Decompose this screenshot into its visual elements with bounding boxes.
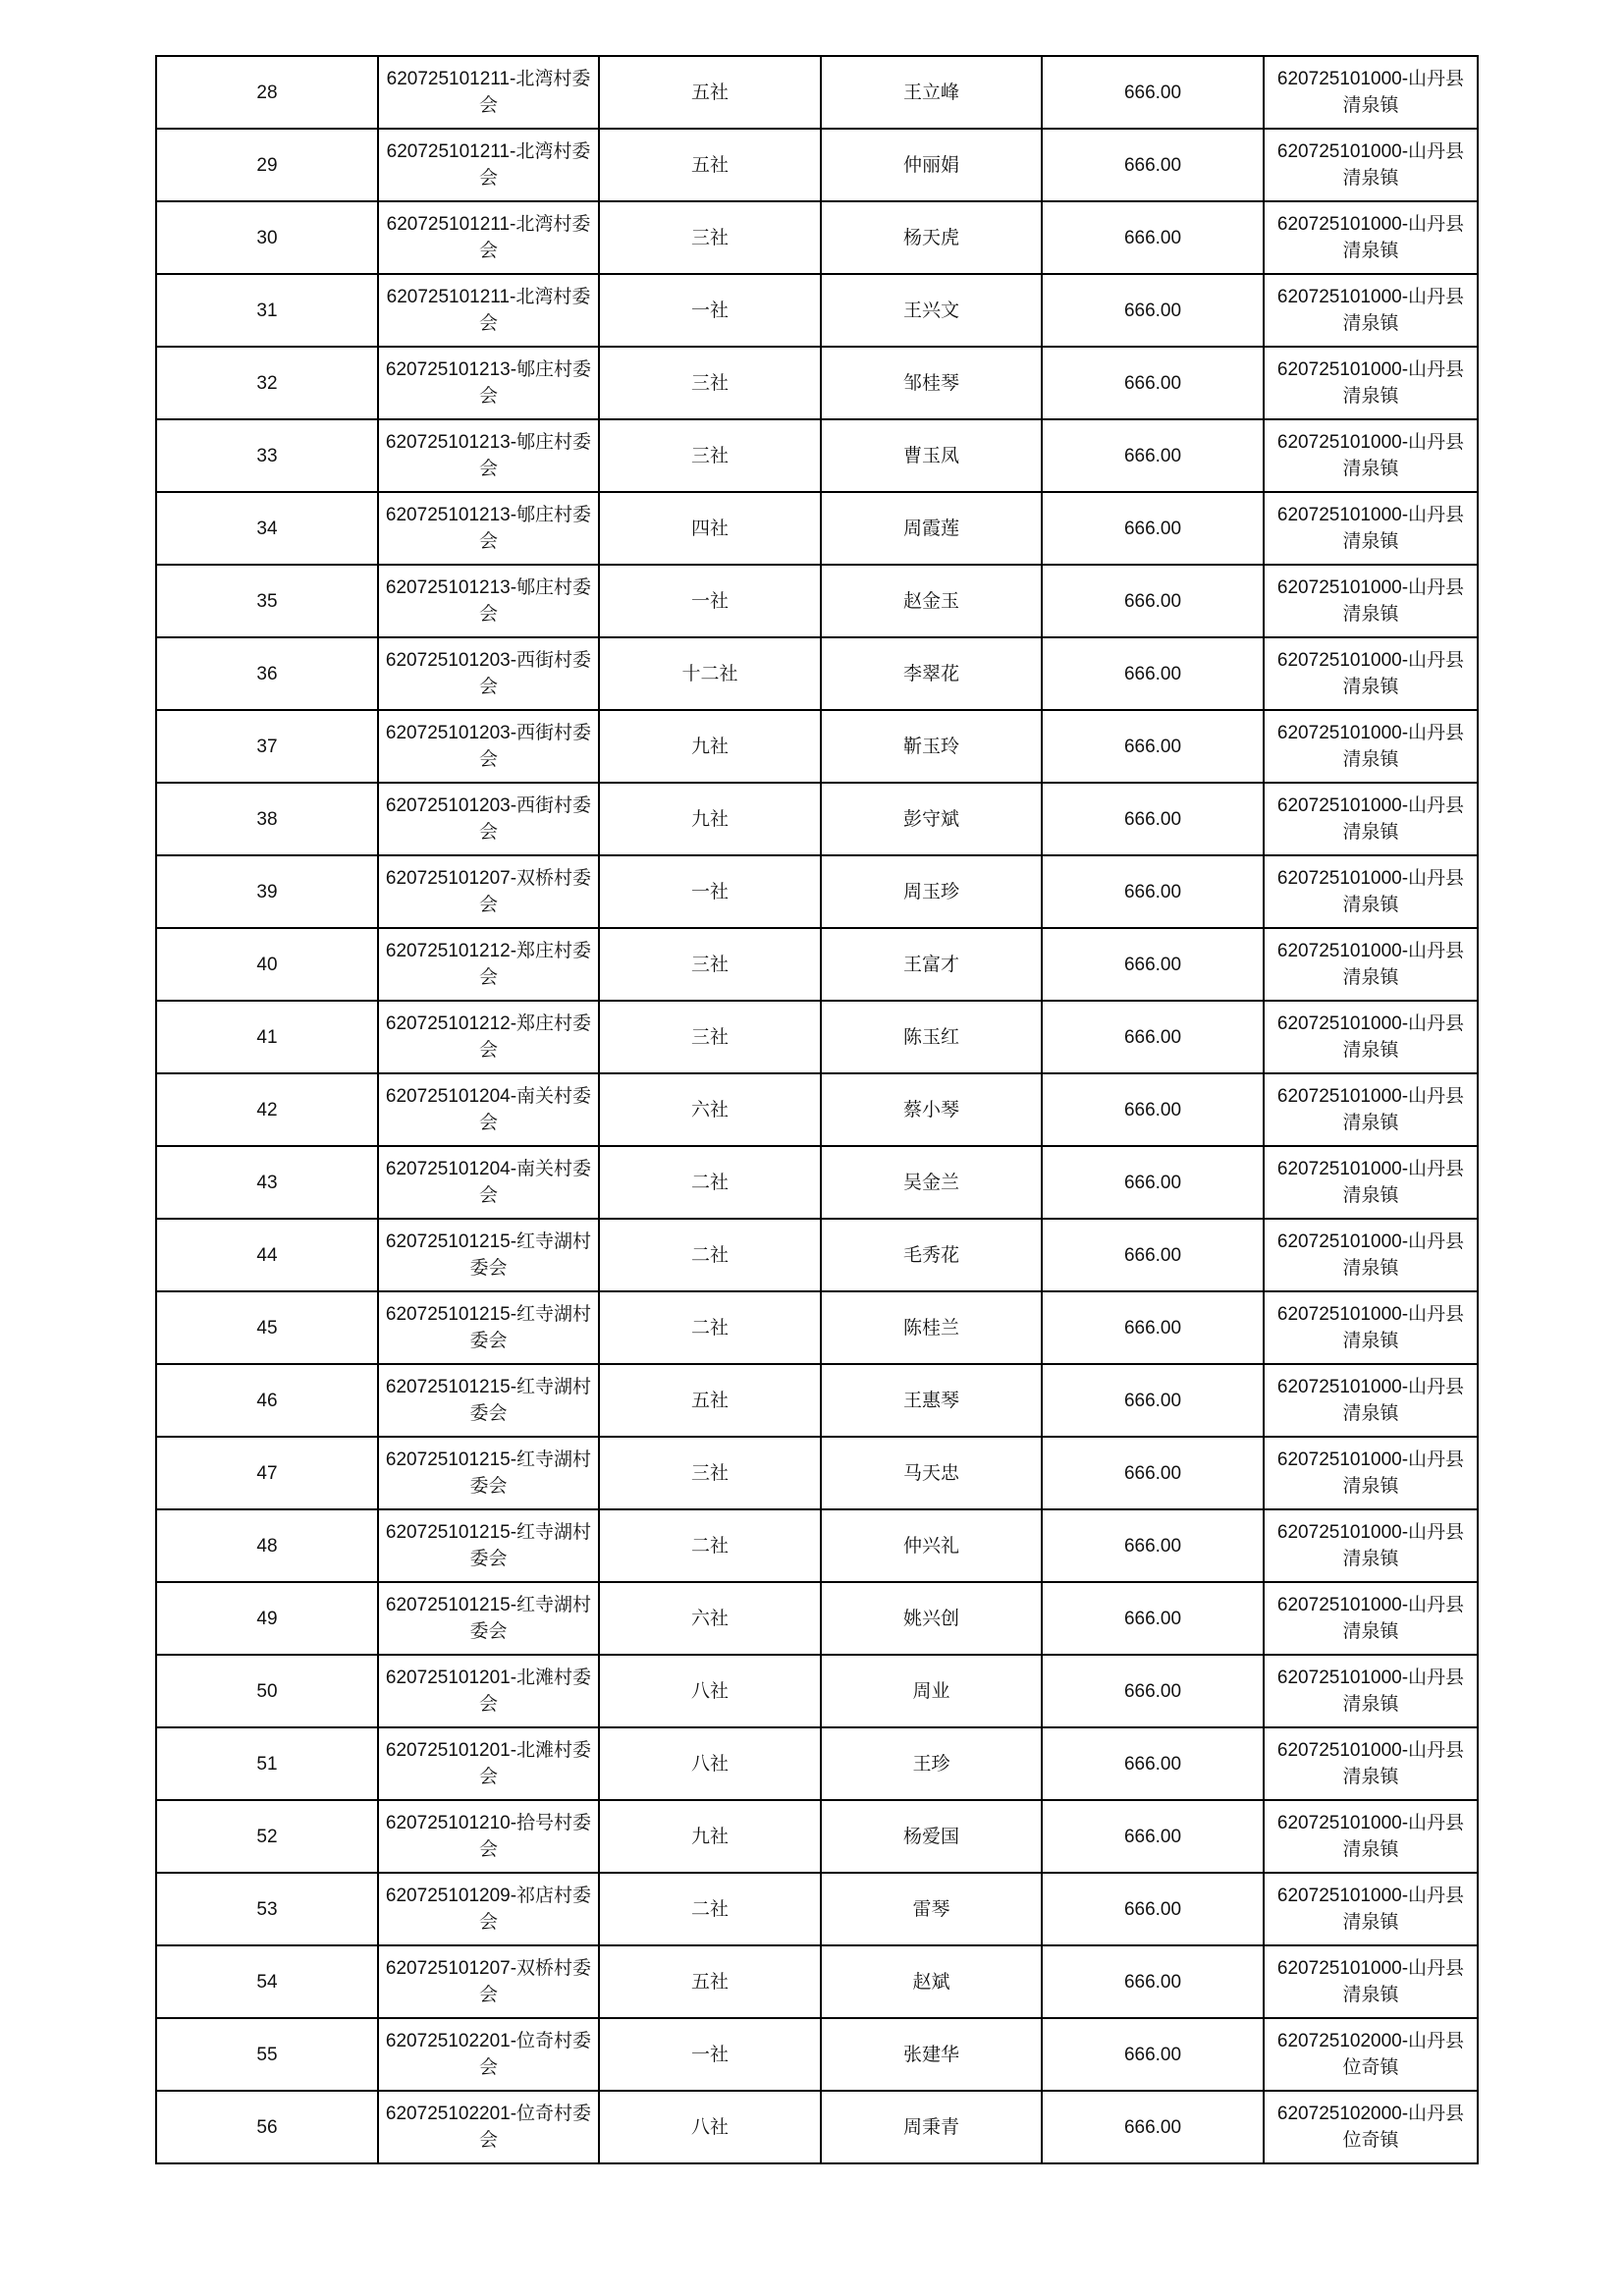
cell-group: 一社 — [599, 274, 821, 347]
cell-amount: 666.00 — [1042, 2091, 1264, 2163]
cell-group: 三社 — [599, 347, 821, 419]
cell-seq: 34 — [156, 492, 378, 565]
cell-amount: 666.00 — [1042, 1219, 1264, 1291]
cell-amount: 666.00 — [1042, 1073, 1264, 1146]
cell-town: 620725102000-山丹县位奇镇 — [1264, 2018, 1478, 2091]
cell-village: 620725102201-位奇村委会 — [378, 2091, 599, 2163]
cell-amount: 666.00 — [1042, 710, 1264, 783]
table-row — [156, 274, 1478, 347]
cell-amount: 666.00 — [1042, 2018, 1264, 2091]
table-row — [156, 419, 1478, 492]
cell-group: 二社 — [599, 1509, 821, 1582]
table-row — [156, 129, 1478, 201]
cell-name: 李翠花 — [821, 637, 1042, 710]
cell-amount: 666.00 — [1042, 637, 1264, 710]
cell-group: 四社 — [599, 492, 821, 565]
cell-seq: 47 — [156, 1437, 378, 1509]
table-row — [156, 492, 1478, 565]
cell-seq: 35 — [156, 565, 378, 637]
cell-group: 八社 — [599, 1727, 821, 1800]
cell-seq: 30 — [156, 201, 378, 274]
cell-village: 620725101215-红寺湖村委会 — [378, 1364, 599, 1437]
cell-name: 毛秀花 — [821, 1219, 1042, 1291]
cell-seq: 45 — [156, 1291, 378, 1364]
cell-seq: 31 — [156, 274, 378, 347]
cell-amount: 666.00 — [1042, 1655, 1264, 1727]
cell-village: 620725101203-西街村委会 — [378, 637, 599, 710]
cell-amount: 666.00 — [1042, 1437, 1264, 1509]
cell-name: 王珍 — [821, 1727, 1042, 1800]
table-row — [156, 2018, 1478, 2091]
table-row — [156, 347, 1478, 419]
cell-name: 王兴文 — [821, 274, 1042, 347]
cell-name: 周业 — [821, 1655, 1042, 1727]
cell-name: 靳玉玲 — [821, 710, 1042, 783]
cell-name: 王惠琴 — [821, 1364, 1042, 1437]
cell-village: 620725101204-南关村委会 — [378, 1073, 599, 1146]
cell-village: 620725101211-北湾村委会 — [378, 129, 599, 201]
cell-name: 赵金玉 — [821, 565, 1042, 637]
cell-town: 620725101000-山丹县清泉镇 — [1264, 1219, 1478, 1291]
cell-town: 620725101000-山丹县清泉镇 — [1264, 347, 1478, 419]
cell-name: 杨天虎 — [821, 201, 1042, 274]
cell-seq: 51 — [156, 1727, 378, 1800]
cell-amount: 666.00 — [1042, 783, 1264, 855]
cell-group: 二社 — [599, 1219, 821, 1291]
cell-town: 620725102000-山丹县位奇镇 — [1264, 2091, 1478, 2163]
cell-town: 620725101000-山丹县清泉镇 — [1264, 1873, 1478, 1945]
table-row — [156, 855, 1478, 928]
cell-village: 620725102201-位奇村委会 — [378, 2018, 599, 2091]
cell-village: 620725101213-郇庄村委会 — [378, 492, 599, 565]
cell-group: 九社 — [599, 783, 821, 855]
cell-seq: 46 — [156, 1364, 378, 1437]
cell-town: 620725101000-山丹县清泉镇 — [1264, 1655, 1478, 1727]
cell-name: 陈玉红 — [821, 1001, 1042, 1073]
cell-village: 620725101215-红寺湖村委会 — [378, 1509, 599, 1582]
cell-group: 三社 — [599, 1437, 821, 1509]
cell-seq: 44 — [156, 1219, 378, 1291]
cell-village: 620725101203-西街村委会 — [378, 710, 599, 783]
cell-town: 620725101000-山丹县清泉镇 — [1264, 1945, 1478, 2018]
cell-village: 620725101203-西街村委会 — [378, 783, 599, 855]
cell-name: 周霞莲 — [821, 492, 1042, 565]
cell-seq: 40 — [156, 928, 378, 1001]
cell-name: 杨爱国 — [821, 1800, 1042, 1873]
cell-town: 620725101000-山丹县清泉镇 — [1264, 274, 1478, 347]
cell-village: 620725101215-红寺湖村委会 — [378, 1291, 599, 1364]
cell-seq: 32 — [156, 347, 378, 419]
cell-name: 周玉珍 — [821, 855, 1042, 928]
cell-group: 六社 — [599, 1073, 821, 1146]
cell-village: 620725101211-北湾村委会 — [378, 56, 599, 129]
cell-town: 620725101000-山丹县清泉镇 — [1264, 1364, 1478, 1437]
cell-seq: 55 — [156, 2018, 378, 2091]
cell-town: 620725101000-山丹县清泉镇 — [1264, 1146, 1478, 1219]
cell-town: 620725101000-山丹县清泉镇 — [1264, 1437, 1478, 1509]
cell-seq: 49 — [156, 1582, 378, 1655]
cell-village: 620725101210-拾号村委会 — [378, 1800, 599, 1873]
cell-group: 二社 — [599, 1146, 821, 1219]
cell-town: 620725101000-山丹县清泉镇 — [1264, 1800, 1478, 1873]
cell-seq: 38 — [156, 783, 378, 855]
table-row — [156, 637, 1478, 710]
cell-group: 六社 — [599, 1582, 821, 1655]
cell-group: 五社 — [599, 1364, 821, 1437]
cell-town: 620725101000-山丹县清泉镇 — [1264, 1509, 1478, 1582]
cell-amount: 666.00 — [1042, 565, 1264, 637]
table-row — [156, 1364, 1478, 1437]
table-row — [156, 1800, 1478, 1873]
cell-village: 620725101207-双桥村委会 — [378, 855, 599, 928]
cell-amount: 666.00 — [1042, 419, 1264, 492]
cell-amount: 666.00 — [1042, 1509, 1264, 1582]
cell-town: 620725101000-山丹县清泉镇 — [1264, 201, 1478, 274]
table-row — [156, 1219, 1478, 1291]
cell-seq: 33 — [156, 419, 378, 492]
table-row — [156, 565, 1478, 637]
cell-seq: 43 — [156, 1146, 378, 1219]
cell-village: 620725101209-祁店村委会 — [378, 1873, 599, 1945]
cell-village: 620725101215-红寺湖村委会 — [378, 1219, 599, 1291]
cell-name: 周秉青 — [821, 2091, 1042, 2163]
cell-town: 620725101000-山丹县清泉镇 — [1264, 1001, 1478, 1073]
table-row — [156, 1945, 1478, 2018]
table-row — [156, 1509, 1478, 1582]
cell-name: 王富才 — [821, 928, 1042, 1001]
table-row — [156, 56, 1478, 129]
cell-amount: 666.00 — [1042, 1146, 1264, 1219]
cell-seq: 56 — [156, 2091, 378, 2163]
cell-village: 620725101215-红寺湖村委会 — [378, 1437, 599, 1509]
table-row — [156, 1727, 1478, 1800]
cell-seq: 54 — [156, 1945, 378, 2018]
table-body — [156, 56, 1478, 2163]
cell-town: 620725101000-山丹县清泉镇 — [1264, 419, 1478, 492]
table-row — [156, 783, 1478, 855]
cell-amount: 666.00 — [1042, 1800, 1264, 1873]
cell-village: 620725101201-北滩村委会 — [378, 1655, 599, 1727]
cell-group: 五社 — [599, 129, 821, 201]
table-row — [156, 201, 1478, 274]
cell-village: 620725101213-郇庄村委会 — [378, 565, 599, 637]
cell-seq: 36 — [156, 637, 378, 710]
cell-name: 蔡小琴 — [821, 1073, 1042, 1146]
table-row — [156, 928, 1478, 1001]
cell-village: 620725101211-北湾村委会 — [378, 201, 599, 274]
cell-village: 620725101212-郑庄村委会 — [378, 1001, 599, 1073]
cell-group: 三社 — [599, 1001, 821, 1073]
cell-amount: 666.00 — [1042, 129, 1264, 201]
table-row — [156, 1001, 1478, 1073]
cell-village: 620725101213-郇庄村委会 — [378, 419, 599, 492]
cell-amount: 666.00 — [1042, 1945, 1264, 2018]
cell-amount: 666.00 — [1042, 1873, 1264, 1945]
cell-name: 赵斌 — [821, 1945, 1042, 2018]
cell-seq: 42 — [156, 1073, 378, 1146]
table-row — [156, 1582, 1478, 1655]
cell-amount: 666.00 — [1042, 1582, 1264, 1655]
cell-village: 620725101204-南关村委会 — [378, 1146, 599, 1219]
beneficiary-table — [155, 55, 1479, 2164]
table-row — [156, 1437, 1478, 1509]
cell-town: 620725101000-山丹县清泉镇 — [1264, 1073, 1478, 1146]
cell-amount: 666.00 — [1042, 347, 1264, 419]
cell-town: 620725101000-山丹县清泉镇 — [1264, 710, 1478, 783]
table-row — [156, 1073, 1478, 1146]
cell-amount: 666.00 — [1042, 56, 1264, 129]
cell-seq: 50 — [156, 1655, 378, 1727]
cell-seq: 28 — [156, 56, 378, 129]
cell-village: 620725101201-北滩村委会 — [378, 1727, 599, 1800]
cell-town: 620725101000-山丹县清泉镇 — [1264, 129, 1478, 201]
cell-name: 姚兴创 — [821, 1582, 1042, 1655]
cell-town: 620725101000-山丹县清泉镇 — [1264, 928, 1478, 1001]
cell-name: 仲兴礼 — [821, 1509, 1042, 1582]
cell-group: 二社 — [599, 1873, 821, 1945]
cell-name: 邹桂琴 — [821, 347, 1042, 419]
cell-village: 620725101212-郑庄村委会 — [378, 928, 599, 1001]
cell-name: 张建华 — [821, 2018, 1042, 2091]
cell-town: 620725101000-山丹县清泉镇 — [1264, 565, 1478, 637]
cell-town: 620725101000-山丹县清泉镇 — [1264, 783, 1478, 855]
cell-group: 一社 — [599, 2018, 821, 2091]
cell-seq: 29 — [156, 129, 378, 201]
cell-name: 雷琴 — [821, 1873, 1042, 1945]
cell-name: 彭守斌 — [821, 783, 1042, 855]
cell-group: 三社 — [599, 419, 821, 492]
cell-name: 吴金兰 — [821, 1146, 1042, 1219]
cell-group: 十二社 — [599, 637, 821, 710]
cell-village: 620725101213-郇庄村委会 — [378, 347, 599, 419]
cell-amount: 666.00 — [1042, 1001, 1264, 1073]
cell-seq: 48 — [156, 1509, 378, 1582]
cell-town: 620725101000-山丹县清泉镇 — [1264, 637, 1478, 710]
cell-seq: 41 — [156, 1001, 378, 1073]
cell-town: 620725101000-山丹县清泉镇 — [1264, 855, 1478, 928]
table-row — [156, 1146, 1478, 1219]
table-row — [156, 710, 1478, 783]
cell-seq: 39 — [156, 855, 378, 928]
cell-town: 620725101000-山丹县清泉镇 — [1264, 56, 1478, 129]
cell-group: 二社 — [599, 1291, 821, 1364]
cell-amount: 666.00 — [1042, 492, 1264, 565]
cell-town: 620725101000-山丹县清泉镇 — [1264, 1291, 1478, 1364]
cell-group: 九社 — [599, 710, 821, 783]
cell-group: 五社 — [599, 1945, 821, 2018]
table-row — [156, 2091, 1478, 2163]
table-row — [156, 1291, 1478, 1364]
cell-seq: 37 — [156, 710, 378, 783]
cell-village: 620725101211-北湾村委会 — [378, 274, 599, 347]
cell-village: 620725101207-双桥村委会 — [378, 1945, 599, 2018]
cell-seq: 52 — [156, 1800, 378, 1873]
cell-group: 三社 — [599, 928, 821, 1001]
table-row — [156, 1655, 1478, 1727]
cell-amount: 666.00 — [1042, 274, 1264, 347]
cell-amount: 666.00 — [1042, 1727, 1264, 1800]
cell-group: 一社 — [599, 855, 821, 928]
cell-town: 620725101000-山丹县清泉镇 — [1264, 1727, 1478, 1800]
table-row — [156, 1873, 1478, 1945]
cell-name: 仲丽娟 — [821, 129, 1042, 201]
cell-group: 五社 — [599, 56, 821, 129]
cell-name: 陈桂兰 — [821, 1291, 1042, 1364]
cell-town: 620725101000-山丹县清泉镇 — [1264, 1582, 1478, 1655]
cell-amount: 666.00 — [1042, 1291, 1264, 1364]
cell-group: 一社 — [599, 565, 821, 637]
cell-village: 620725101215-红寺湖村委会 — [378, 1582, 599, 1655]
cell-seq: 53 — [156, 1873, 378, 1945]
cell-amount: 666.00 — [1042, 201, 1264, 274]
cell-group: 八社 — [599, 2091, 821, 2163]
cell-name: 马天忠 — [821, 1437, 1042, 1509]
cell-group: 三社 — [599, 201, 821, 274]
cell-group: 八社 — [599, 1655, 821, 1727]
cell-group: 九社 — [599, 1800, 821, 1873]
cell-amount: 666.00 — [1042, 928, 1264, 1001]
cell-amount: 666.00 — [1042, 855, 1264, 928]
cell-name: 曹玉凤 — [821, 419, 1042, 492]
cell-name: 王立峰 — [821, 56, 1042, 129]
cell-town: 620725101000-山丹县清泉镇 — [1264, 492, 1478, 565]
cell-amount: 666.00 — [1042, 1364, 1264, 1437]
